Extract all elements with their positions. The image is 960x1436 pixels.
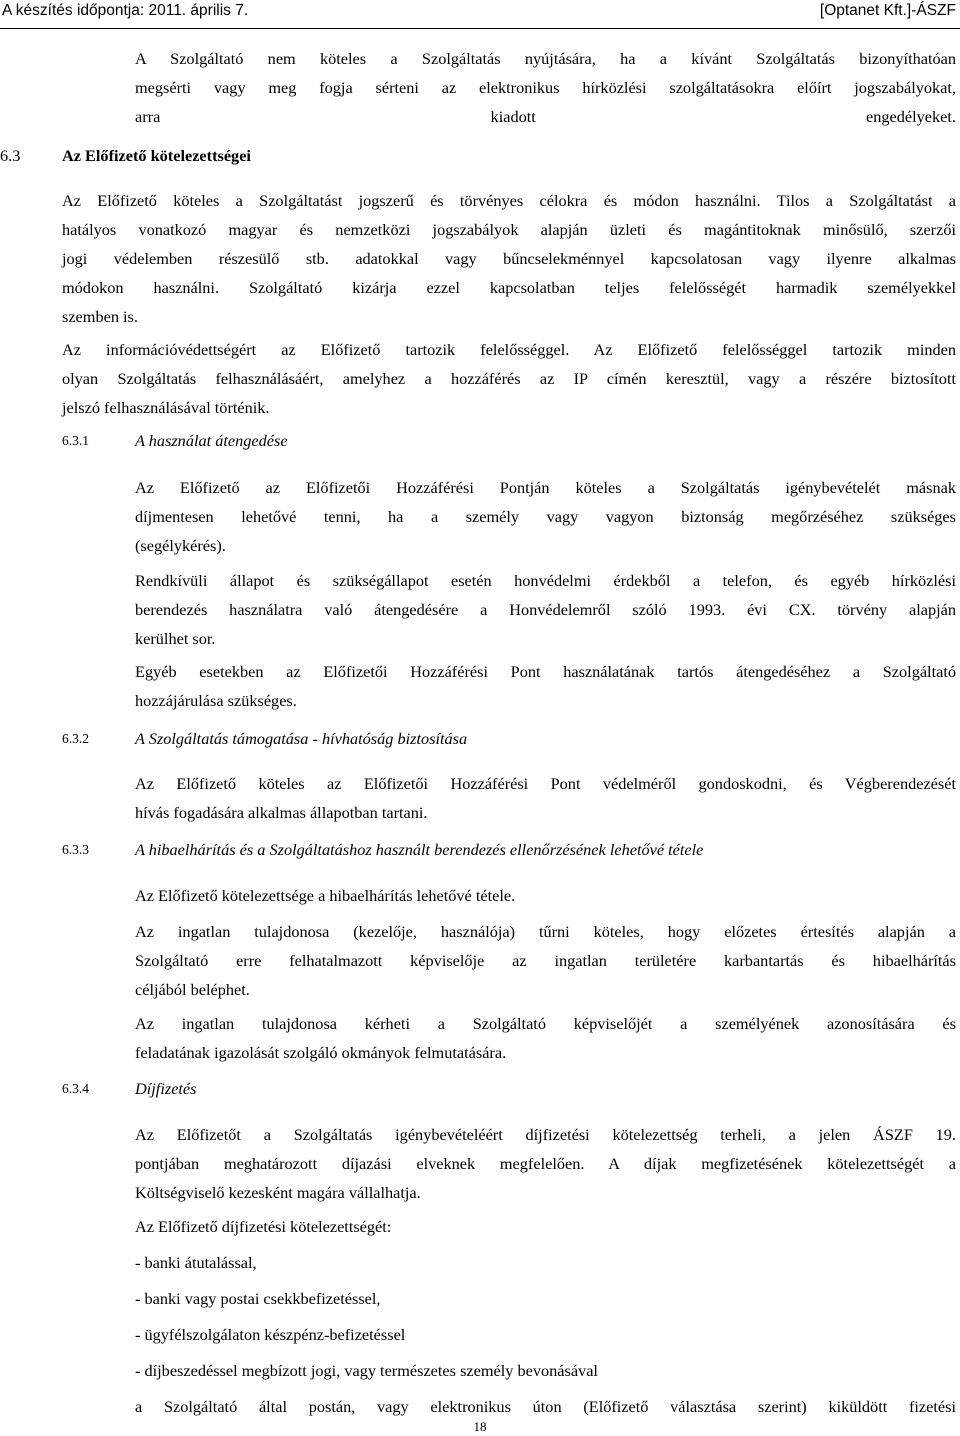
subsection-title: A hibaelhárítás és a Szolgáltatáshoz használt berendezés ellenőrzésének lehetővé tétele (135, 840, 704, 859)
subsection-title: A Szolgáltatás támogatása - hívhatóság biztosítása (135, 729, 468, 748)
list-item-bank-transfer: - banki átutalással, (135, 1253, 257, 1272)
subsection-title: A használat átengedése (135, 431, 288, 450)
paragraph-payment-methods-intro: Az Előfizető díjfizetési kötelezettségét: (135, 1217, 392, 1236)
creation-date: A készítés időpontja: 2011. április 7. (2, 2, 249, 19)
paragraph-troubleshooting-duty: Az Előfizető kötelezettsége a hibaelhárítás lehetővé tétele. (135, 886, 516, 905)
list-item-cash-payment: - ügyfélszolgálaton készpénz-befizetéssel (135, 1325, 406, 1344)
page-number: 18 (473, 1419, 487, 1434)
paragraph-representative-identification: Az ingatlan tulajdonosa kérheti a Szolgáltató képviselőjét a személyének azonosítására és feladatának igazolását szolgáló okmányok felmutatására. (135, 1014, 956, 1062)
subsection-number: 6.3.4 (62, 1081, 89, 1096)
section-title: Az Előfizető kötelezettségei (62, 146, 251, 165)
paragraph-emergency-use: Az Előfizető az Előfizetői Hozzáférési Pontján köteles a Szolgáltatás igénybevételét másnak díjmentesen lehetővé tenni, ha a személy vagy vagyon biztonság megőrzéséhez szükséges (segélykérés). (135, 478, 956, 555)
subsection-number: 6.3.3 (62, 842, 89, 857)
paragraph-permanent-transfer: Egyéb esetekben az Előfizetői Hozzáférési Pont használatának tartós átengedéséhez a Szolgáltató hozzájárulása szükséges. (135, 662, 956, 710)
paragraph-access-point-protection: Az Előfizető köteles az Előfizetői Hozzáférési Pont védelméről gondoskodni, és Végberendezését hívás fogadására alkalmas állapotban tartani. (135, 774, 956, 822)
paragraph-lawful-use: Az Előfizető köteles a Szolgáltatást jogszerű és törvényes célokra és módon használni. Tilos a Szolgáltatást a hatályos vonatkozó magyar és nemzetközi jogszabályok alapján üzleti és magántitoknak minősülő, szerzői jogi védelemben részesülő stb. adatokkal vagy bűncselekménnyel kapcsolatosan vagy ilyenre alkalmas módokon használni. Szolgáltató kizárja ezzel kapcsolatban teljes felelősségét harmadik személyekkel szemben is. (62, 191, 956, 326)
subsection-number: 6.3.2 (62, 731, 89, 746)
page-header (0, 0, 960, 29)
document-id: [Optanet Kft.]-ÁSZF (819, 2, 956, 19)
subsection-title: Díjfizetés (135, 1079, 197, 1098)
subsection-number: 6.3.1 (62, 433, 89, 448)
paragraph-property-access: Az ingatlan tulajdonosa (kezelője, használója) tűrni köteles, hogy előzetes értesítés alapján a Szolgáltató erre felhatalmazott képviselője az ingatlan területére karbantartás és hibaelhárítás céljából beléphet. (135, 922, 956, 999)
list-item-collector-payment: - díjbeszedéssel megbízott jogi, vagy természetes személy bevonásával (135, 1361, 598, 1380)
list-item-cheque-payment: - banki vagy postai csekkbefizetéssel, (135, 1289, 381, 1308)
section-number: 6.3 (0, 146, 21, 165)
paragraph-invoice-delivery: a Szolgáltató által postán, vagy elektronikus úton (Előfizető választása szerint) kiküldött fizetési (135, 1397, 956, 1416)
paragraph-information-security: Az információvédettségért az Előfizető tartozik felelősséggel. Az Előfizető felelősséggel tartozik minden olyan Szolgáltatás felhasználásáért, amelyhez a hozzáférés az IP címén keresztül, vagy a részére biztosított jelszó felhasználásával történik. (62, 340, 956, 417)
paragraph-service-refusal: A Szolgáltató nem köteles a Szolgáltatás nyújtására, ha a kívánt Szolgáltatás bizonyíthatóan megsérti vagy meg fogja sérteni az elektronikus hírközlési szolgáltatásokra előírt jogszabályokat, arra kiadott engedélyeket. (135, 49, 956, 126)
paragraph-state-of-emergency: Rendkívüli állapot és szükségállapot esetén honvédelmi érdekből a telefon, és egyéb hírközlési berendezés használatra való átengedésére a Honvédelemről szóló 1993. évi CX. törvény alapján kerülhet sor. (135, 571, 956, 648)
paragraph-fee-obligation: Az Előfizetőt a Szolgáltatás igénybevételéért díjfizetési kötelezettség terheli, a jelen ÁSZF 19. pontjában meghatározott díjazási elveknek megfelelően. A díjak megfizetésének kötelezettségét a Költségviselő kezesként magára vállalhatja. (135, 1125, 956, 1202)
